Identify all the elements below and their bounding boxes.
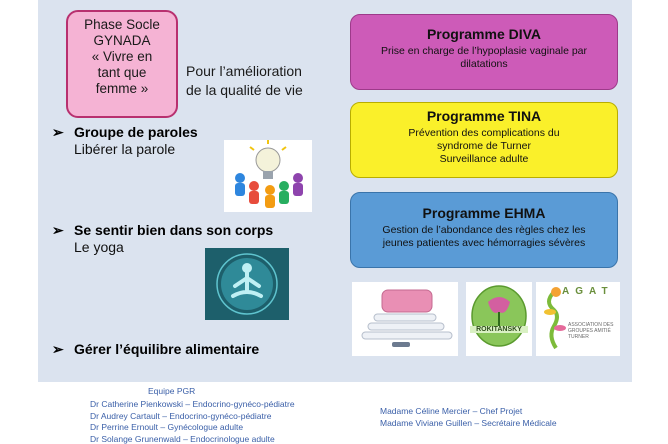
rokitansky-label: ROKITANSKY xyxy=(470,326,528,333)
phase-line: « Vivre en xyxy=(91,49,153,64)
programme-diva-box xyxy=(350,14,618,90)
programme-desc-line: Gestion de l’abondance des règles chez les xyxy=(382,224,586,236)
agat-logo xyxy=(536,282,620,356)
intro-line-1: Pour l’amélioration xyxy=(186,63,302,79)
staff-member: Madame Céline Mercier – Chef Projet xyxy=(380,406,523,416)
programme-tina-box xyxy=(350,102,618,178)
arrow-bullet-icon: ➢ xyxy=(52,124,64,140)
bullet-subtext: Le yoga xyxy=(74,239,124,255)
phase-line: Phase Socle xyxy=(84,17,160,32)
staff-member: Madame Viviane Guillen – Secrétaire Médicale xyxy=(380,417,557,428)
phase-line: tant que xyxy=(97,65,147,80)
bullet-groupe-de-paroles xyxy=(52,124,198,158)
team-list xyxy=(90,399,295,444)
dilator-kit-photo xyxy=(352,282,458,356)
rokitansky-leaf-icon xyxy=(466,282,532,356)
yoga-illustration xyxy=(205,248,289,320)
programme-title: Programme EHMA xyxy=(422,205,546,221)
agat-caption: ASSOCIATION DES GROUPES AMITIÉ TURNER xyxy=(568,322,614,340)
team-member: Dr Audrey Cartault – Endocrino-gynéco-pédiatre xyxy=(90,410,272,421)
programme-desc-line: syndrome de Turner xyxy=(437,140,531,152)
bullet-subtext: Libérer la parole xyxy=(74,141,176,157)
staff-list xyxy=(380,406,557,429)
intro-line-2: de la qualité de vie xyxy=(186,82,303,98)
programme-desc-line: Surveillance adulte xyxy=(439,153,529,165)
bullet-heading: Groupe de paroles xyxy=(74,124,198,140)
discussion-group-illustration xyxy=(224,140,312,212)
programme-title: Programme TINA xyxy=(426,108,542,124)
programme-desc-line: jeunes patientes avec hémorragies sévères xyxy=(382,237,586,249)
programme-ehma-box xyxy=(350,192,618,268)
phase-line: femme » xyxy=(95,81,149,96)
rokitansky-logo xyxy=(466,282,532,356)
phase-socle-box xyxy=(66,10,178,118)
team-member: Dr Perrine Ernoult – Gynécologue adulte xyxy=(90,422,244,432)
team-member: Dr Catherine Pienkowski – Endocrino-gynéco-pédiatre xyxy=(90,399,295,409)
bullet-heading: Se sentir bien dans son corps xyxy=(74,222,274,238)
bullet-equilibre-alimentaire xyxy=(52,341,259,358)
intro-text xyxy=(186,62,303,100)
programme-desc-line: dilatations xyxy=(460,58,508,70)
arrow-bullet-icon: ➢ xyxy=(52,222,64,238)
team-member: Dr Solange Grunenwald – Endocrinologue adulte xyxy=(90,433,275,444)
bullet-heading: Gérer l’équilibre alimentaire xyxy=(74,341,260,357)
phase-line: GYNADA xyxy=(93,33,151,48)
agat-letters: AGAT xyxy=(562,286,614,297)
programme-desc-line: Prise en charge de l’hypoplasie vaginale par xyxy=(380,45,588,57)
programme-desc-line: Prévention des complications du xyxy=(408,127,560,139)
team-title: Equipe PGR xyxy=(148,386,196,396)
arrow-bullet-icon: ➢ xyxy=(52,341,64,357)
programme-title: Programme DIVA xyxy=(426,26,542,42)
